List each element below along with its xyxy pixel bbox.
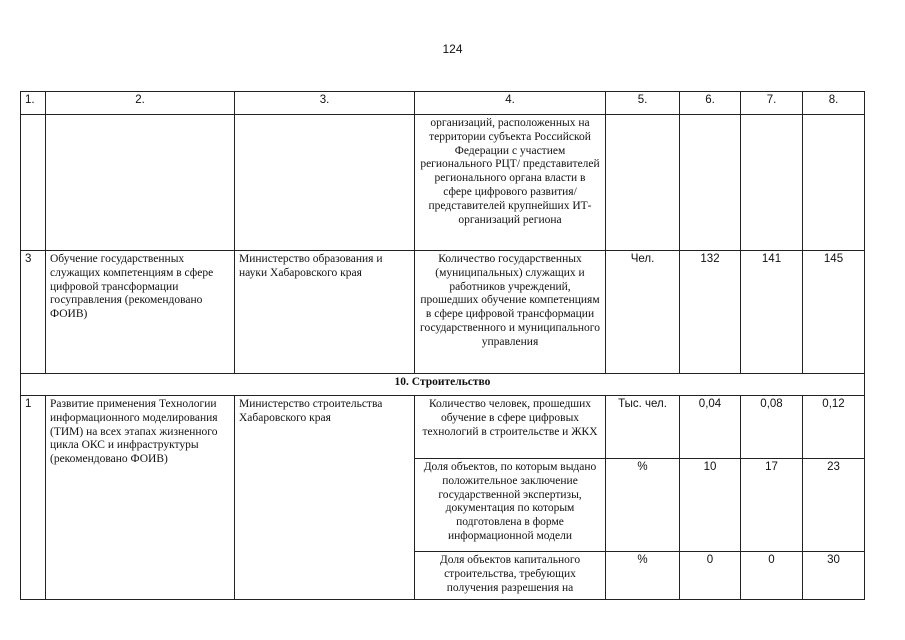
value-col-8: 23 xyxy=(803,459,865,552)
table-row-1a xyxy=(21,396,865,459)
indicator-cell: Доля объектов капитального строительства, требующих получения разрешения на xyxy=(415,552,606,600)
indicator-cell: Доля объектов, по которым выдано положительное заключение государственной экспертизы, документация по которым подготовлена в форме информационной модели xyxy=(415,459,606,552)
indicator-cell: Количество государственных (муниципальных) служащих и работников учреждений, прошедших обучение компетенциям в сфере цифровой трансформации государственного и муниципального управления xyxy=(415,251,606,374)
indicator-cell: Количество человек, прошедших обучение в сфере цифровых технологий в строительстве и ЖКХ xyxy=(415,396,606,459)
data-table xyxy=(20,91,865,600)
measure-cell: Развитие применения Технологии информационного моделирования (ТИМ) на всех этапах жизненного цикла ОКС и инфраструктуры (рекомендовано ФОИВ) xyxy=(46,396,235,600)
value-col-7: 17 xyxy=(741,459,803,552)
page-number: 124 xyxy=(442,42,463,56)
value-col-7: 0,08 xyxy=(741,396,803,459)
unit-cell: % xyxy=(606,459,680,552)
value-col-8: 30 xyxy=(803,552,865,600)
header-col-2: 2. xyxy=(46,92,235,115)
value-col-8: 145 xyxy=(803,251,865,374)
value-col-8: 0,12 xyxy=(803,396,865,459)
value-col-7: 141 xyxy=(741,251,803,374)
value-col-6: 0,04 xyxy=(680,396,741,459)
unit-cell: Чел. xyxy=(606,251,680,374)
value-col-7: 0 xyxy=(741,552,803,600)
section-row xyxy=(21,374,865,396)
row-number: 3 xyxy=(21,251,46,374)
unit-cell: Тыс. чел. xyxy=(606,396,680,459)
responsible-cell: Министерство строительства Хабаровского края xyxy=(235,396,415,600)
header-col-7: 7. xyxy=(741,92,803,115)
row-number: 1 xyxy=(21,396,46,600)
measure-cell: Обучение государственных служащих компетенциям в сфере цифровой трансформации госуправления (рекомендовано ФОИВ) xyxy=(46,251,235,374)
section-title: 10. Строительство xyxy=(21,374,865,396)
value-col-6: 132 xyxy=(680,251,741,374)
indicator-cell: организаций, расположенных на территории субъекта Российской Федерации с участием регионального РЦТ/ представителей регионального органа власти в сфере цифрового развития/ представителей крупнейших ИТ-организаций региона xyxy=(415,115,606,251)
table-header-row xyxy=(21,92,865,115)
header-col-4: 4. xyxy=(415,92,606,115)
table-row-3 xyxy=(21,251,865,374)
value-col-6: 0 xyxy=(680,552,741,600)
header-col-8: 8. xyxy=(803,92,865,115)
header-col-1: 1. xyxy=(21,92,46,115)
header-col-3: 3. xyxy=(235,92,415,115)
header-col-5: 5. xyxy=(606,92,680,115)
header-col-6: 6. xyxy=(680,92,741,115)
value-col-6: 10 xyxy=(680,459,741,552)
unit-cell: % xyxy=(606,552,680,600)
table-row-continuation xyxy=(21,115,865,251)
responsible-cell: Министерство образования и науки Хабаровского края xyxy=(235,251,415,374)
